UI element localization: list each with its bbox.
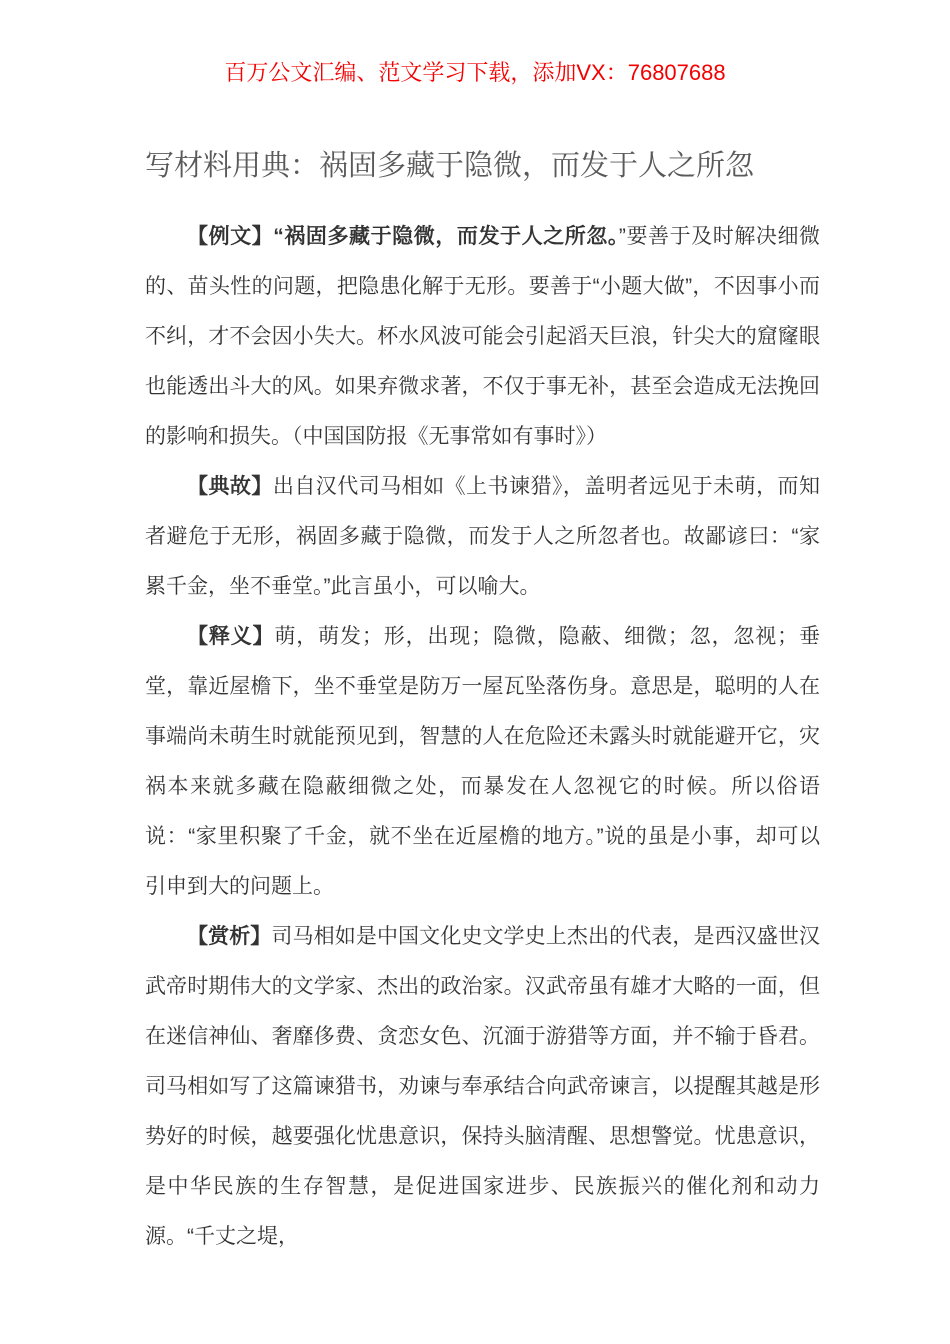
paragraph-text: 出自汉代司马相如《上书谏猎》，盖明者远见于未萌，而知者避危于无形，祸固多藏于隐微，而发于人之所忽者也。故鄙谚曰：“家累千金，坐不垂堂。”此言虽小，可以喻大。 xyxy=(145,475,821,598)
document-body xyxy=(145,212,820,1262)
paragraph-bold-text: “祸固多藏于隐微，而发于人之所忽。 xyxy=(273,225,619,248)
paragraph-text: 司马相如是中国文化史文学史上杰出的代表，是西汉盛世汉武帝时期伟大的文学家、杰出的政治家。汉武帝虽有雄才大略的一面，但在迷信神仙、奢靡侈费、贪恋女色、沉湎于游猎等方面，并不输于昏君。司马相如写了这篇谏猎书，劝谏与奉承结合向武帝谏言，以提醒其越是形势好的时候，越要强化忧患意识，保持头脑清醒、思想警觉。忧患意识，是中华民族的生存智慧，是促进国家进步、民族振兴的催化剂和动力源。“千丈之堤， xyxy=(145,925,821,1248)
paragraph-label: 【释义】 xyxy=(187,625,275,648)
paragraph xyxy=(145,462,820,612)
paragraph xyxy=(145,212,820,462)
promo-header: 百万公文汇编、范文学习下载，添加VX：76807688 xyxy=(224,60,726,85)
paragraph xyxy=(145,612,820,912)
paragraph-label: 【典故】 xyxy=(187,475,273,498)
paragraph-text: 萌，萌发；形，出现；隐微，隐蔽、细微；忽，忽视；垂堂，靠近屋檐下，坐不垂堂是防万一屋瓦坠落伤身。意思是，聪明的人在事端尚未萌生时就能预见到，智慧的人在危险还未露头时就能避开它，灾祸本来就多藏在隐蔽细微之处，而暴发在人忽视它的时候。所以俗语说：“家里积聚了千金，就不坐在近屋檐的地方。”说的虽是小事，却可以引申到大的问题上。 xyxy=(145,625,821,898)
page-title: 写材料用典：祸固多藏于隐微，而发于人之所忽 xyxy=(145,150,755,182)
paragraph-label: 【例文】 xyxy=(187,225,274,248)
paragraph-text: ”要善于及时解决细微的、苗头性的问题，把隐患化解于无形。要善于“小题大做”，不因事小而不纠，才不会因小失大。杯水风波可能会引起滔天巨浪，针尖大的窟窿眼也能透出斗大的风。如果弃微求著，不仅于事无补，甚至会造成无法挽回的影响和损失。（中国国防报《无事常如有事时》） xyxy=(145,225,821,448)
paragraph xyxy=(145,912,820,1262)
paragraph-label: 【赏析】 xyxy=(187,925,272,948)
